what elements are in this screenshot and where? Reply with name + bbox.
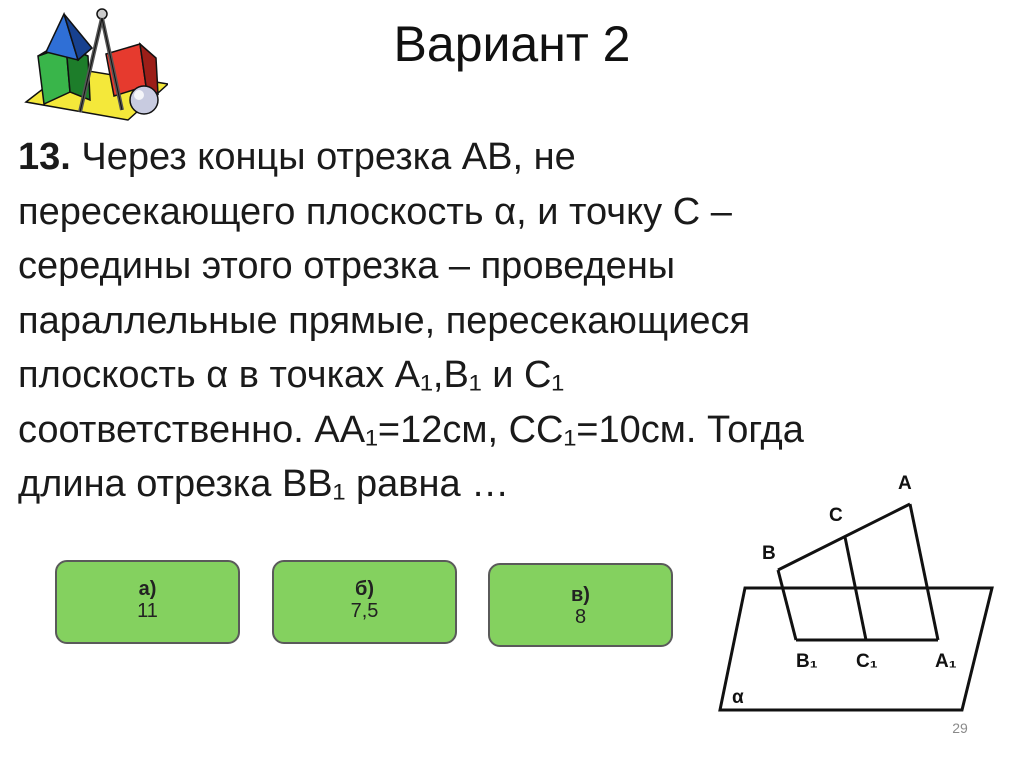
- segment-bb1: [778, 570, 796, 640]
- answer-value: 8: [574, 606, 587, 628]
- label-c: C: [829, 505, 843, 526]
- answer-value: 7,5: [350, 600, 379, 622]
- answer-option-c-button[interactable]: [488, 563, 673, 647]
- slide-title: Вариант 2: [393, 16, 631, 72]
- label-c1: C₁: [856, 651, 878, 672]
- problem-line: плоскость α в точках А₁,В₁ и С₁: [18, 354, 565, 396]
- problem-line: середины этого отрезка – проведены: [18, 245, 676, 287]
- answer-option-b-button[interactable]: [272, 560, 457, 644]
- plane-alpha: [720, 588, 992, 710]
- problem-line-text: Через концы отрезка АВ, не: [81, 136, 576, 178]
- label-alpha: α: [732, 687, 744, 708]
- problem-text: [18, 130, 898, 512]
- problem-line: параллельные прямые, пересекающиеся: [18, 299, 751, 342]
- label-b1: B₁: [796, 651, 818, 672]
- problem-number: 13.: [18, 136, 71, 178]
- answer-option-a-button[interactable]: [55, 560, 240, 644]
- problem-line: длина отрезка ВВ₁ равна …: [18, 463, 510, 505]
- segment-aa1: [910, 504, 938, 640]
- label-a1: A₁: [935, 651, 957, 672]
- geometry-diagram: [700, 462, 1010, 722]
- answer-letter: в): [571, 584, 590, 606]
- problem-line: пересекающего плоскость α, и точку С –: [18, 190, 732, 233]
- segment-ab: [778, 504, 910, 570]
- problem-line: соответственно. АА₁=12см, СС₁=10см. Тогда: [18, 408, 804, 451]
- problem-line: [18, 130, 898, 185]
- answer-letter: а): [138, 578, 157, 600]
- answer-value: 11: [137, 600, 158, 622]
- page-number: 29: [952, 720, 968, 736]
- label-a: A: [898, 473, 912, 494]
- answer-letter: б): [354, 578, 374, 600]
- label-b: B: [762, 543, 776, 564]
